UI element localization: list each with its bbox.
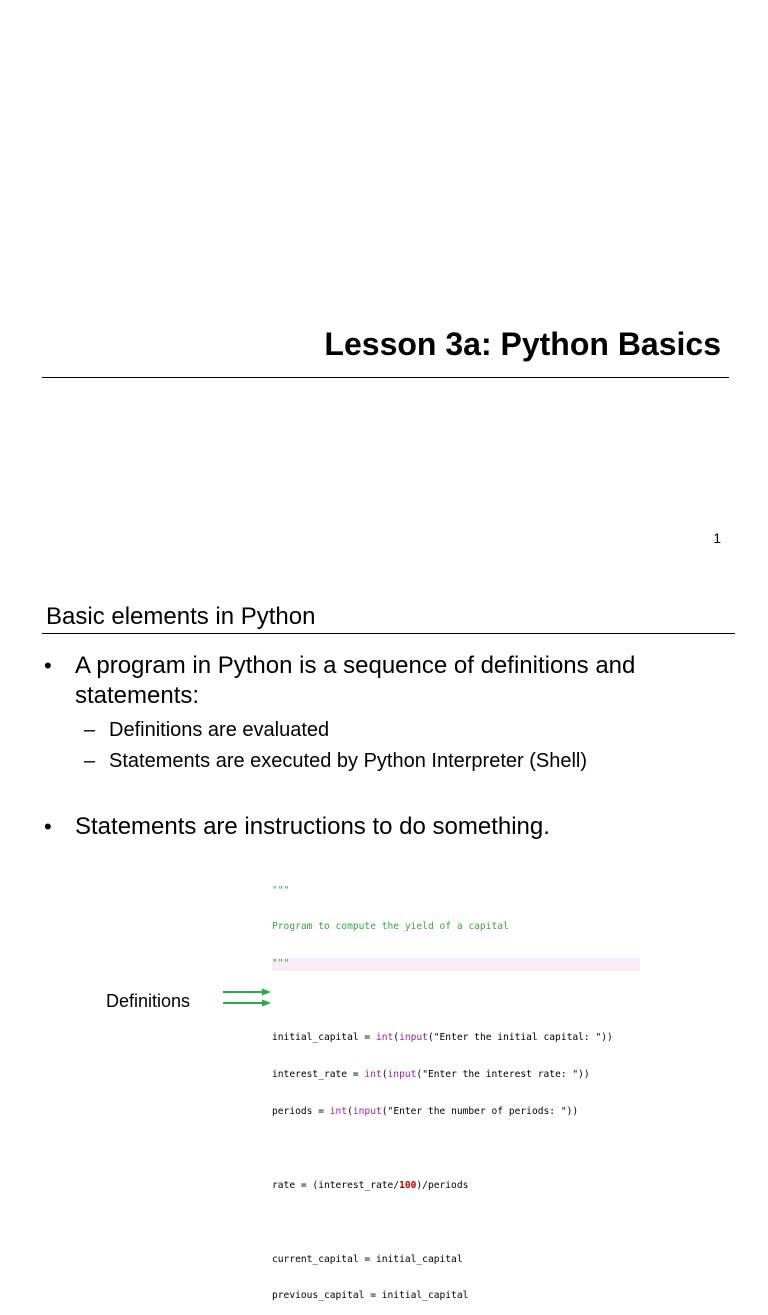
code-docstring-close: """ bbox=[272, 958, 640, 970]
subitem-marker: – bbox=[84, 719, 96, 741]
bullet-statements: Statements are instructions to do something. bbox=[75, 813, 550, 840]
code-builtin: input bbox=[399, 1032, 428, 1044]
subitem-marker: – bbox=[84, 750, 96, 772]
code-paren: ( bbox=[381, 1069, 388, 1081]
page-number: 1 bbox=[713, 530, 721, 546]
definitions-label: Definitions bbox=[106, 991, 191, 1011]
arrow-right-icon bbox=[222, 999, 272, 1007]
subitem-definitions: Definitions are evaluated bbox=[109, 719, 330, 741]
code-string: ("Enter the interest rate: ")) bbox=[416, 1069, 590, 1081]
code-string: ("Enter the initial capital: ")) bbox=[427, 1032, 613, 1044]
code-builtin: input bbox=[352, 1105, 382, 1117]
code-line-current-capital: current_capital = initial_capital bbox=[272, 1253, 463, 1265]
code-var: initial_capital = bbox=[272, 1032, 376, 1044]
code-number: 100 bbox=[399, 1179, 417, 1191]
arrow-right-icon bbox=[222, 988, 272, 996]
bullet-program-definition: A program in Python is a sequence of definitions and statements: bbox=[75, 652, 636, 709]
code-docstring-open: """ bbox=[272, 884, 290, 896]
code-expr: )/periods bbox=[416, 1179, 469, 1191]
bullet-marker: • bbox=[44, 814, 52, 839]
slide-heading: Basic elements in Python bbox=[46, 603, 316, 630]
code-string: ("Enter the number of periods: ")) bbox=[381, 1105, 579, 1117]
code-line-periods bbox=[272, 1106, 640, 1118]
code-builtin: int bbox=[329, 1105, 348, 1117]
code-var: interest_rate = bbox=[272, 1069, 365, 1081]
code-var: periods = bbox=[272, 1105, 330, 1117]
code-builtin: input bbox=[387, 1069, 417, 1081]
code-line-initial-capital bbox=[272, 1032, 640, 1044]
code-line-interest-rate bbox=[272, 1069, 640, 1081]
code-builtin: int bbox=[364, 1069, 382, 1081]
lesson-title: Lesson 3a: Python Basics bbox=[324, 326, 721, 362]
code-expr: rate = (interest_rate/ bbox=[272, 1179, 400, 1191]
code-sample bbox=[272, 860, 640, 1315]
heading-divider bbox=[42, 633, 735, 634]
code-builtin: int bbox=[375, 1032, 394, 1044]
code-line-rate bbox=[272, 1180, 640, 1192]
bullet-marker: • bbox=[44, 653, 52, 678]
code-paren: ( bbox=[347, 1105, 353, 1117]
code-line-previous-capital: previous_capital = initial_capital bbox=[272, 1290, 469, 1302]
subitem-statements: Statements are executed by Python Interpreter (Shell) bbox=[109, 750, 588, 772]
title-divider bbox=[42, 377, 729, 378]
code-docstring-text: Program to compute the yield of a capital bbox=[272, 921, 509, 933]
code-paren: ( bbox=[393, 1032, 400, 1044]
